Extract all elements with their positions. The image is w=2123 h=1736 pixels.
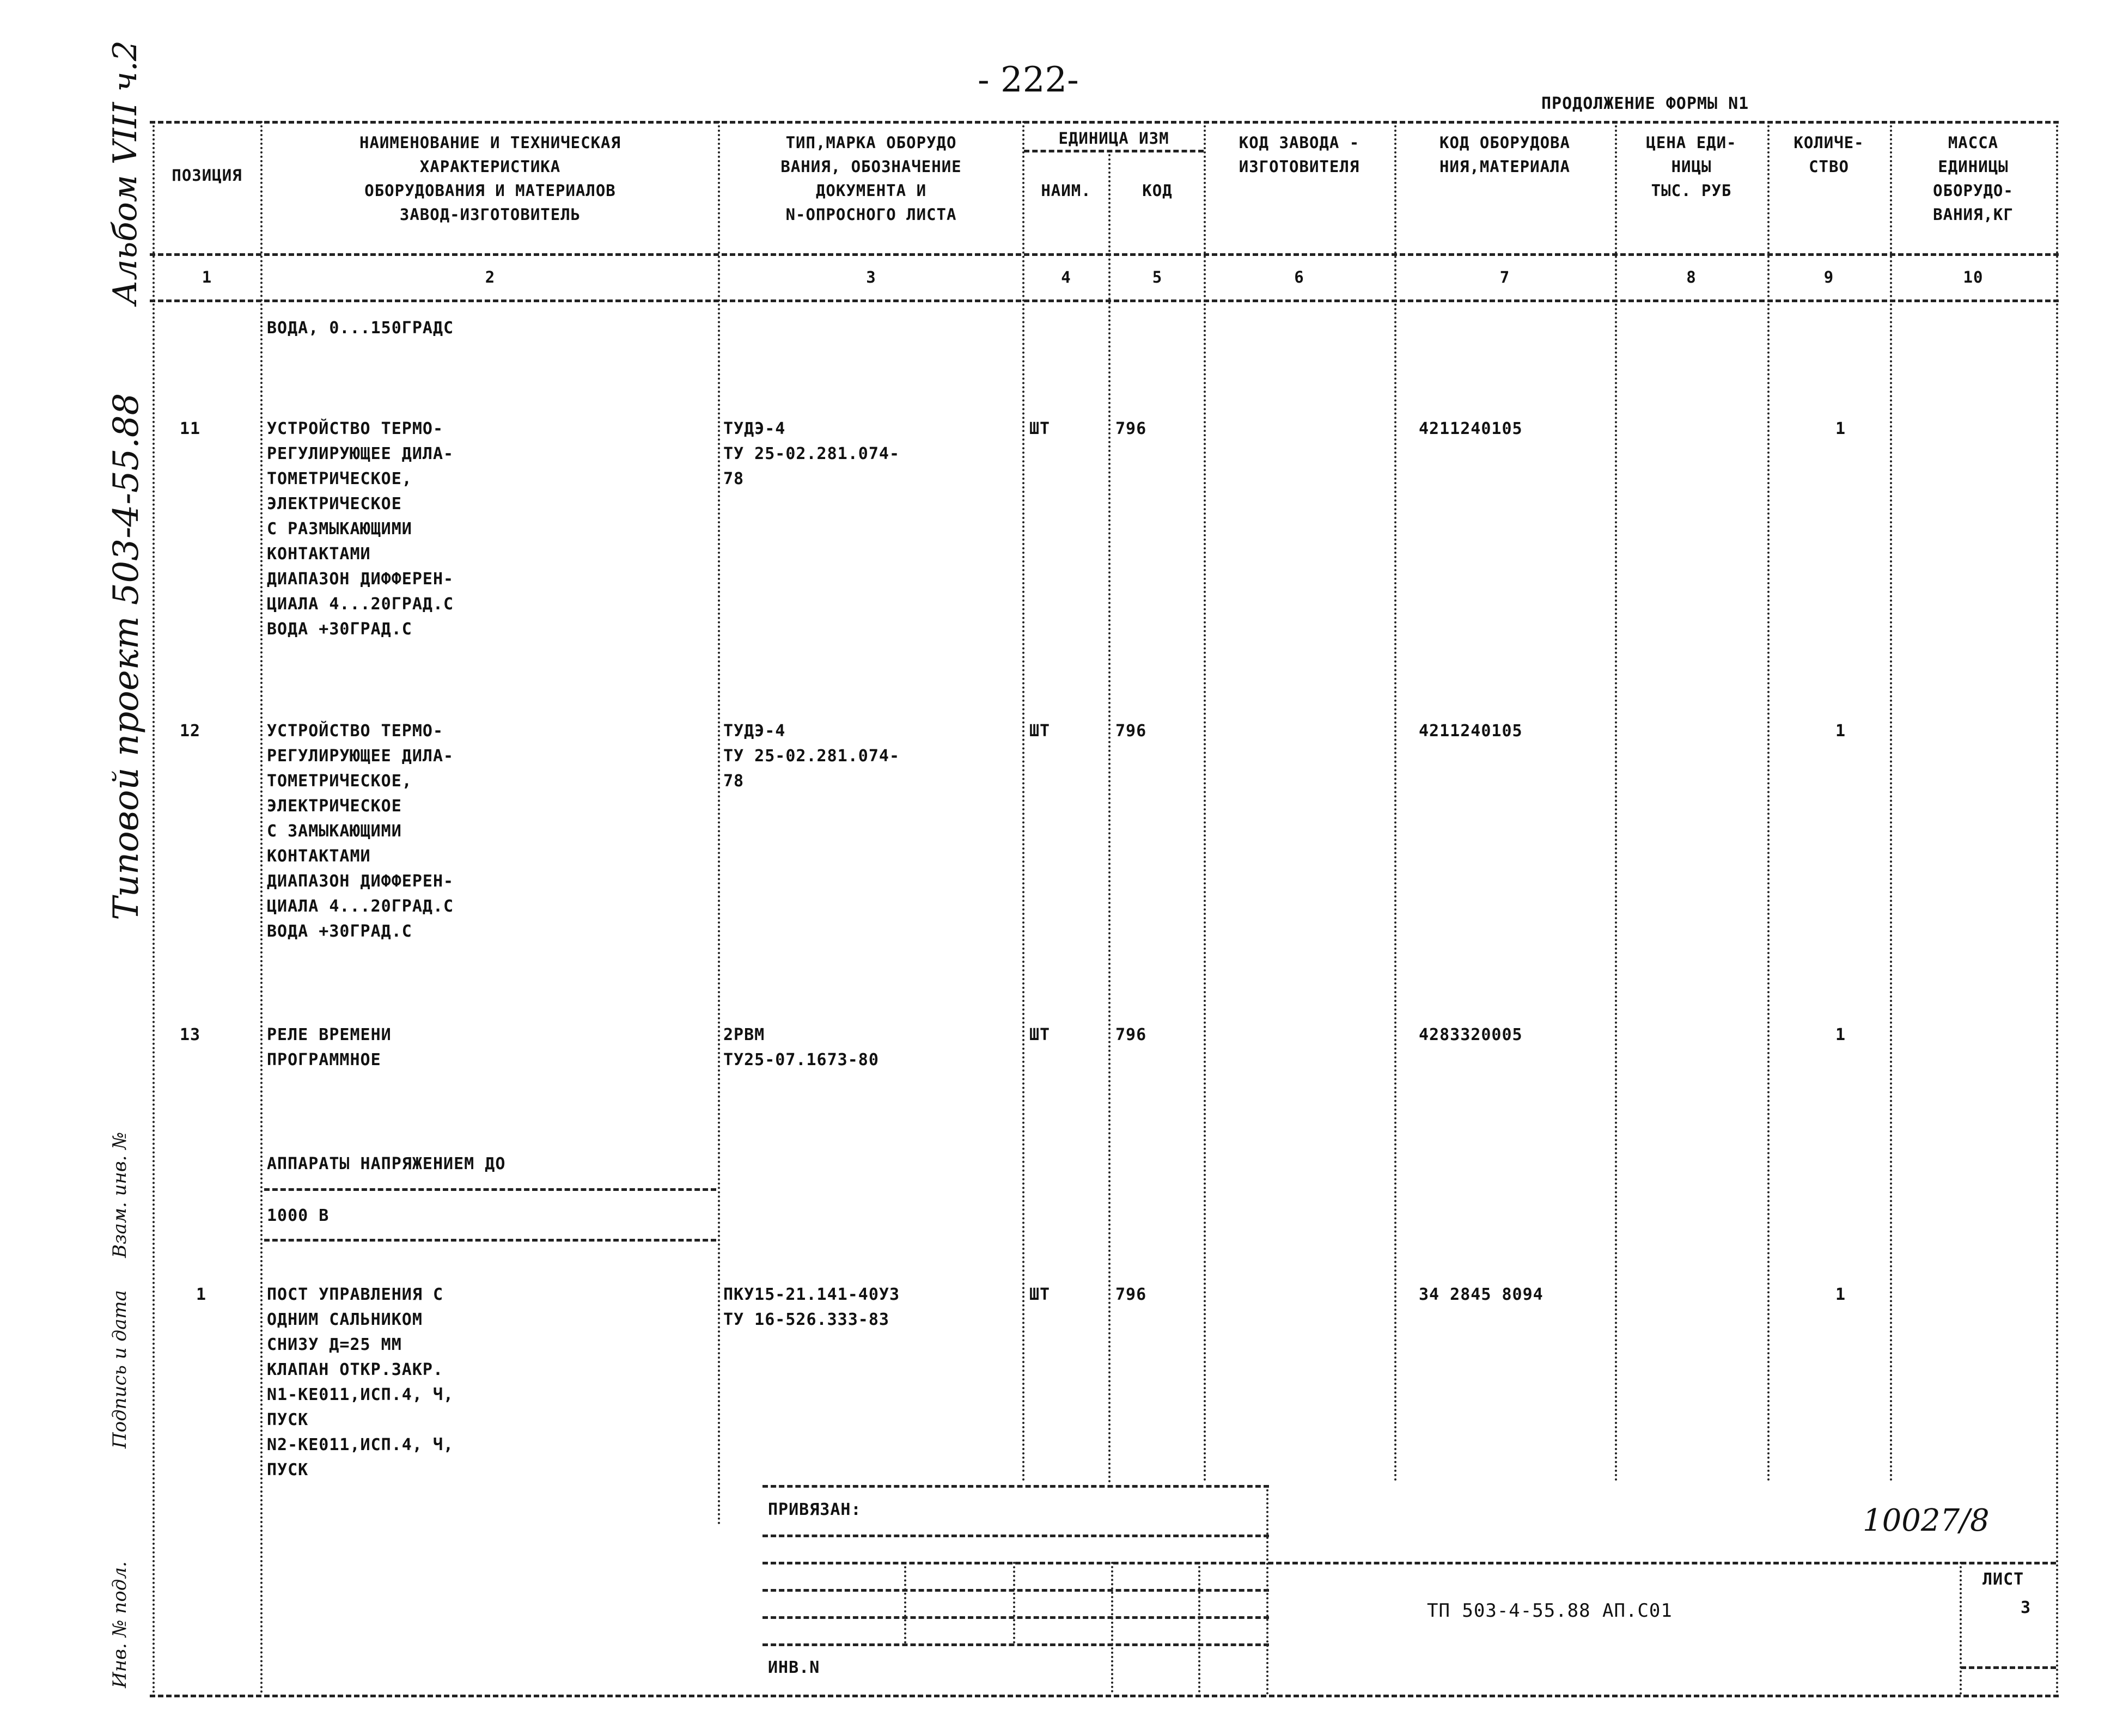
stamp-rule-4 bbox=[762, 1589, 1269, 1592]
row-6-name: ПОСТ УПРАВЛЕНИЯ С ОДНИМ САЛЬНИКОМ СНИЗУ Д=25 ММ КЛАПАН ОТКР.ЗАКР. N1-КЕ011,ИСП.4, Ч, ПУСК N2-КЕ011,ИСП.4, Ч, ПУСК bbox=[267, 1285, 454, 1480]
row-2-equip: 4211240105 bbox=[1419, 722, 1523, 741]
stamp-vrule-3 bbox=[1111, 1562, 1113, 1692]
header-unit-price: ЦЕНА ЕДИ- НИЦЫ ТЫС. РУБ bbox=[1646, 133, 1737, 200]
continuation-title: ПРОДОЛЖЕНИЕ ФОРМЫ N1 bbox=[1541, 94, 1749, 113]
row-6-type: ПКУ15-21.141-40У3 ТУ 16-526.333-83 bbox=[723, 1285, 900, 1329]
stamp-vrule-2 bbox=[1013, 1562, 1015, 1643]
rule-header-bottom bbox=[150, 253, 2059, 256]
stamp-vrule-sheet bbox=[1960, 1562, 1962, 1695]
col-rule-10 bbox=[2056, 121, 2058, 1695]
col-rule-2 bbox=[718, 121, 720, 1526]
row-3-name: РЕЛЕ ВРЕМЕНИ ПРОГРАММНОЕ bbox=[267, 1025, 392, 1069]
colnum-10: 10 bbox=[1963, 268, 1984, 286]
stamp-rule-6 bbox=[762, 1643, 1269, 1646]
stamp-document-code: ТП 503-4-55.88 АП.С01 bbox=[1427, 1600, 1673, 1622]
row-6-pos: 1 bbox=[196, 1285, 207, 1304]
rule-top bbox=[150, 121, 2059, 124]
project-label: Типовой проект 503-4-55.88 bbox=[106, 393, 147, 920]
col-rule-4 bbox=[1108, 150, 1111, 1484]
header-quantity: КОЛИЧЕ- СТВО bbox=[1793, 133, 1864, 176]
rule-bottom bbox=[150, 1695, 2059, 1697]
row-1-unit: ШТ bbox=[1029, 419, 1051, 438]
colnum-4: 4 bbox=[1061, 268, 1071, 286]
stamp-rule-sheet bbox=[1961, 1666, 2056, 1669]
album-label: Альбом VIII ч.2 bbox=[106, 40, 144, 305]
colnum-1: 1 bbox=[202, 268, 212, 286]
row-0-name: ВОДА, 0...150ГРАДС bbox=[267, 319, 454, 338]
header-type: ТИП,МАРКА ОБОРУДО ВАНИЯ, ОБОЗНАЧЕНИЕ ДОКУМЕНТА И N-ОПРОСНОГО ЛИСТА bbox=[780, 133, 962, 224]
stamp-sheet-label: ЛИСТ bbox=[1982, 1570, 2024, 1589]
col-rule-3 bbox=[1022, 121, 1024, 1482]
page-number: - 222- bbox=[978, 60, 1079, 100]
col-rule-5 bbox=[1204, 121, 1206, 1482]
stamp-vrule-5 bbox=[1266, 1485, 1268, 1695]
section-heading-line1: АППАРАТЫ НАПРЯЖЕНИЕМ ДО bbox=[267, 1154, 506, 1173]
stamp-label-inventory: Инв. № подл. bbox=[109, 1561, 131, 1688]
stamp-rule-2 bbox=[762, 1535, 1269, 1537]
rule-colnum-bottom bbox=[150, 299, 2059, 302]
stamp-rule-5 bbox=[762, 1616, 1269, 1619]
col-rule-6 bbox=[1394, 121, 1396, 1482]
row-6-equip: 34 2845 8094 bbox=[1419, 1285, 1544, 1304]
row-2-qty: 1 bbox=[1835, 722, 1846, 741]
stamp-vrule-4 bbox=[1198, 1562, 1200, 1692]
col-rule-9 bbox=[1890, 121, 1892, 1482]
row-1-pos: 11 bbox=[180, 419, 201, 438]
col-rule-7 bbox=[1615, 121, 1617, 1482]
section-heading-line2: 1000 В bbox=[267, 1206, 330, 1225]
row-6-code: 796 bbox=[1115, 1285, 1147, 1304]
row-3-qty: 1 bbox=[1835, 1025, 1846, 1044]
header-name: НАИМЕНОВАНИЕ И ТЕХНИЧЕСКАЯ ХАРАКТЕРИСТИКА ОБОРУДОВАНИЯ И МАТЕРИАЛОВ ЗАВОД-ИЗГОТОВИТЕЛЬ bbox=[359, 133, 621, 224]
stamp-rule-top bbox=[762, 1485, 1269, 1488]
row-1-code: 796 bbox=[1115, 419, 1147, 438]
row-6-unit: ШТ bbox=[1029, 1285, 1051, 1304]
header-mass: МАССА ЕДИНИЦЫ ОБОРУДО- ВАНИЯ,КГ bbox=[1933, 133, 2014, 224]
row-1-type: ТУДЭ-4 ТУ 25-02.281.074- 78 bbox=[723, 419, 900, 488]
col-rule-1 bbox=[260, 121, 263, 1695]
stamp-rule-3 bbox=[762, 1562, 2056, 1564]
row-3-equip: 4283320005 bbox=[1419, 1025, 1523, 1044]
row-2-type: ТУДЭ-4 ТУ 25-02.281.074- 78 bbox=[723, 722, 900, 791]
row-1-qty: 1 bbox=[1835, 419, 1846, 438]
colnum-5: 5 bbox=[1152, 268, 1163, 286]
row-3-pos: 13 bbox=[180, 1025, 201, 1044]
row-2-code: 796 bbox=[1115, 722, 1147, 741]
colnum-2: 2 bbox=[485, 268, 496, 286]
colnum-9: 9 bbox=[1823, 268, 1834, 286]
section-rule-1 bbox=[264, 1188, 716, 1191]
stamp-inv: ИНВ.N bbox=[768, 1658, 820, 1677]
row-2-name: УСТРОЙСТВО ТЕРМО- РЕГУЛИРУЮЩЕЕ ДИЛА- ТОМЕТРИЧЕСКОЕ, ЭЛЕКТРИЧЕСКОЕ С ЗАМЫКАЮЩИМИ КОНТАКТАМИ ДИАПАЗОН ДИФФЕРЕН- ЦИАЛА 4...20ГРАД.С ВОДА +30ГРАД.С bbox=[267, 722, 454, 941]
colnum-3: 3 bbox=[866, 268, 876, 286]
stamp-handwritten-number: 10027/8 bbox=[1863, 1503, 1990, 1538]
row-1-name: УСТРОЙСТВО ТЕРМО- РЕГУЛИРУЮЩЕЕ ДИЛА- ТОМЕТРИЧЕСКОЕ, ЭЛЕКТРИЧЕСКОЕ С РАЗМЫКАЮЩИМИ КОНТАКТАМИ ДИАПАЗОН ДИФФЕРЕН- ЦИАЛА 4...20ГРАД.С ВОДА +30ГРАД.С bbox=[267, 419, 454, 639]
stamp-label-signature: Подпись и дата bbox=[109, 1290, 131, 1448]
header-unit: ЕДИНИЦА ИЗМ bbox=[1058, 129, 1169, 148]
col-rule-8 bbox=[1767, 121, 1770, 1482]
stamp-privyazan: ПРИВЯЗАН: bbox=[768, 1500, 862, 1519]
stamp-sheet-number: 3 bbox=[2021, 1598, 2032, 1617]
header-factory-code: КОД ЗАВОДА - ИЗГОТОВИТЕЛЯ bbox=[1239, 133, 1360, 176]
stamp-label-replacement: Взам. инв. № bbox=[109, 1132, 131, 1258]
header-equipment-code: КОД ОБОРУДОВА НИЯ,МАТЕРИАЛА bbox=[1439, 133, 1570, 176]
colnum-8: 8 bbox=[1686, 268, 1697, 286]
colnum-7: 7 bbox=[1499, 268, 1510, 286]
header-unit-code: КОД bbox=[1142, 181, 1173, 200]
row-3-type: 2РВМ ТУ25-07.1673-80 bbox=[723, 1025, 879, 1069]
section-rule-2 bbox=[264, 1239, 716, 1242]
row-2-pos: 12 bbox=[180, 722, 201, 741]
row-6-qty: 1 bbox=[1835, 1285, 1846, 1304]
row-2-unit: ШТ bbox=[1029, 722, 1051, 741]
col-rule-0 bbox=[152, 121, 155, 1695]
header-unit-name: НАИМ. bbox=[1041, 181, 1091, 200]
row-3-unit: ШТ bbox=[1029, 1025, 1051, 1044]
colnum-6: 6 bbox=[1294, 268, 1304, 286]
header-position: ПОЗИЦИЯ bbox=[172, 166, 242, 185]
row-3-code: 796 bbox=[1115, 1025, 1147, 1044]
stamp-vrule-1 bbox=[904, 1562, 906, 1643]
row-1-equip: 4211240105 bbox=[1419, 419, 1523, 438]
